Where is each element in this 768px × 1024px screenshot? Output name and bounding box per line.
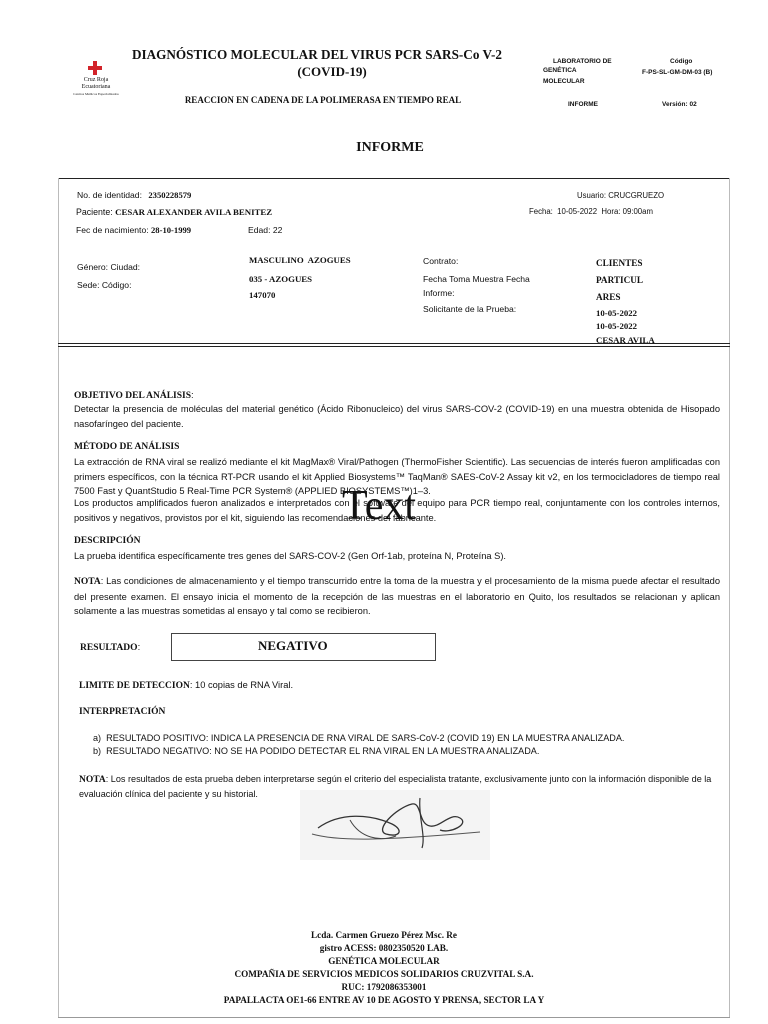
contrato-value-1: CLIENTES xyxy=(596,258,643,268)
footer-signer-line2: gistro ACESS: 0802350520 LAB. xyxy=(319,943,449,953)
interpretacion-a: a) RESULTADO POSITIVO: INDICA LA PRESENCIA DE RNA VIRAL DE SARS-CoV-2 (COVID 19) EN LA MUESTRA ANALIZADA. xyxy=(93,733,625,743)
birth-row xyxy=(76,225,191,235)
id-label: No. de identidad: xyxy=(77,190,142,200)
descripcion-title: DESCRIPCIÓN xyxy=(74,536,141,546)
contrato-value-3: ARES xyxy=(596,292,621,302)
objetivo-title: OBJETIVO DEL ANÁLISIS xyxy=(74,391,192,401)
patient-box-bottom-rule xyxy=(58,343,730,344)
patient-row xyxy=(76,207,272,217)
right-values-column xyxy=(596,255,676,343)
resultado-label-row xyxy=(80,642,140,653)
objetivo-heading xyxy=(74,390,194,401)
header-title-line1: DIAGNÓSTICO MOLECULAR DEL VIRUS PCR SARS-Co V-2 xyxy=(131,47,503,62)
id-value: 2350228579 xyxy=(148,190,192,200)
signature-image xyxy=(300,790,490,860)
red-cross-logo xyxy=(88,61,102,75)
page-bottom-rule xyxy=(58,1017,730,1018)
footer-department: GENÉTICA MOLECULAR xyxy=(328,956,440,966)
informe-label-small: INFORME xyxy=(568,101,598,108)
solicitante-label: Solicitante de la Prueba: xyxy=(423,304,517,314)
patient-label: Paciente: xyxy=(76,207,113,217)
gender-city-label: Género: Ciudad: xyxy=(77,262,141,272)
age: Edad: 22 xyxy=(248,225,283,235)
sede-label: Sede: Código: xyxy=(77,280,132,290)
patient-box-bottom-rule-2 xyxy=(58,346,730,347)
id-row xyxy=(77,190,191,200)
nota1-text: : Las condiciones de almacenamiento y el tiempo transcurrido entre la toma de la muestra y el procesamiento de la misma puede afectar el resultado del presente examen. El ensayo inicia el momento de la recepción de las muestras en el laboratorio en Quito, los resultados se relacionan y aplican solamente a las muestras sometidas al ensayo y tal como se recibieron. xyxy=(74,576,720,616)
nota2-text: : Los resultados de esta prueba deben interpretarse según el criterio del especialista tratante, exclusivamente junto con la información disponible de la evaluación clínica del paciente y su historial. xyxy=(79,774,712,799)
lab-name-line1: LABORATORIO DE xyxy=(553,58,612,65)
limite-label: LIMITE DE DETECCION xyxy=(79,681,190,691)
resultado-colon: : xyxy=(137,642,141,653)
nota2-label: NOTA xyxy=(79,775,106,785)
nota1-label: NOTA xyxy=(74,577,101,587)
usuario: Usuario: CRUCGRUEZO xyxy=(577,191,665,200)
metodo-text-1: La extracción de RNA viral se realizó mediante el kit MagMax® Viral/Pathogen (ThermoFisher Scientific). Las secuencias de interés fueron amplificadas con primers específicos, con la técnica RT-PCR usando el kit Applied Biosystems™ TaqMan® SAES-CoV-2 Assay kit v2, en los termocicladores de tiempo real 7500 Fast y QuantStudio 5 Real-Time PCR System® (APPLIED BIOSYSTEMS™)1–3. xyxy=(74,457,720,496)
nota1 xyxy=(74,574,720,619)
sede-value2: 147070 xyxy=(249,290,276,300)
logo-text: Cruz Roja Ecuatoriana xyxy=(81,77,111,90)
fecha-toma-label2: Informe: xyxy=(423,288,455,298)
limite-text: : 10 copias de RNA Viral. xyxy=(189,680,294,690)
code-label: Código xyxy=(670,58,693,65)
sede-value1: 035 - AZOGUES xyxy=(249,274,313,284)
resultado-label: RESULTADO xyxy=(80,643,138,653)
version-label: Versión: 02 xyxy=(662,101,697,108)
fecha-informe-value: 10-05-2022 xyxy=(596,321,638,331)
footer-ruc: RUC: 1792086353001 xyxy=(341,982,427,992)
footer-signer-line1: Lcda. Carmen Gruezo Pérez Msc. Re xyxy=(310,930,457,940)
red-cross-icon xyxy=(88,61,102,75)
patient-box-left-rule xyxy=(58,178,59,1018)
fecha-hora: Fecha: 10-05-2022 Hora: 09:00am xyxy=(529,207,653,216)
patient-box-top-rule xyxy=(58,178,730,179)
code-value: F-PS-SL-GM-DM-03 (B) xyxy=(642,69,713,76)
gender-city-value: MASCULINO AZOGUES xyxy=(249,255,351,265)
fecha-toma-label1: Fecha Toma Muestra Fecha xyxy=(423,274,530,284)
patient-box-right-rule xyxy=(729,178,730,1018)
objetivo-text: Detectar la presencia de moléculas del material genético (Ácido Ribonucleico) del virus SARS-COV-2 (COVID-19) en una muestra obtenida de Hisopado nasofaríngeo del paciente. xyxy=(74,404,720,429)
watermark-text: Text xyxy=(342,483,417,529)
footer-company: COMPAÑIA DE SERVICIOS MEDICOS SOLIDARIOS CRUZVITAL S.A. xyxy=(234,969,534,979)
fecha-toma-value: 10-05-2022 xyxy=(596,308,638,318)
contrato-value-2: PARTICUL xyxy=(596,275,643,285)
metodo-text-2: Los productos amplificados fueron analizados e interpretados con el software del equipo para PCR tiempo real, conjuntamente con los controles internos, positivos y negativos, provistos por el kit, siguiendo las recomendaciones del fabricante. xyxy=(74,498,720,523)
birth-value: 28-10-1999 xyxy=(151,225,192,235)
footer-address: PAPALLACTA OE1-66 ENTRE AV 10 DE AGOSTO Y PRENSA, SECTOR LA Y xyxy=(223,995,545,1005)
descripcion-text: La prueba identifica específicamente tres genes del SARS-COV-2 (Gen Orf-1ab, proteína N, Proteína S). xyxy=(74,551,507,561)
lab-name-line3: MOLECULAR xyxy=(543,78,585,85)
interpretacion-b: b) RESULTADO NEGATIVO: NO SE HA PODIDO DETECTAR EL RNA VIRAL EN LA MUESTRA ANALIZADA. xyxy=(93,746,540,756)
limite-row xyxy=(79,680,293,691)
solicitante-value: CESAR AVILA xyxy=(596,335,655,343)
contrato-label: Contrato: xyxy=(423,256,459,266)
header-subtitle: REACCION EN CADENA DE LA POLIMERASA EN TIEMPO REAL xyxy=(184,95,462,105)
report-title: INFORME xyxy=(356,140,424,155)
patient-name: CESAR ALEXANDER AVILA BENITEZ xyxy=(115,207,273,217)
logo-subtext: Centros Médicos Especializados xyxy=(73,92,119,96)
metodo-title: MÉTODO DE ANÁLISIS xyxy=(74,442,180,452)
interpretacion-title: INTERPRETACIÓN xyxy=(79,707,166,717)
resultado-box xyxy=(171,633,436,661)
signature-icon xyxy=(300,790,490,860)
lab-name-line2: GENÉTICA xyxy=(543,67,577,74)
resultado-value: NEGATIVO xyxy=(258,638,328,653)
objetivo-colon: : xyxy=(191,390,194,401)
header-title-line2: (COVID-19) xyxy=(297,64,367,79)
birth-label: Fec de nacimiento: xyxy=(76,225,149,235)
